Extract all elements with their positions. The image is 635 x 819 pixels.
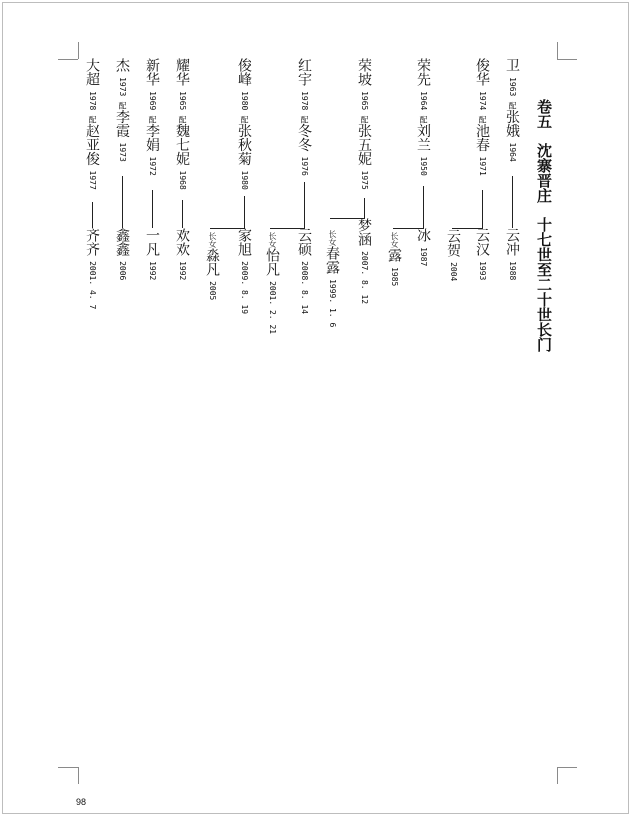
- lineage-row: [84, 58, 100, 190]
- child-entry: [296, 228, 312, 314]
- child-mark: 长女: [208, 232, 217, 248]
- birth-year: 1964: [419, 91, 428, 111]
- crop-mark-top-left-h: [58, 59, 78, 60]
- child-name: 齐齐: [84, 228, 100, 256]
- birth-year: 1973: [118, 77, 127, 97]
- spouse-year: 1968: [178, 170, 187, 190]
- lineage-row: [356, 58, 372, 190]
- child-entry: [324, 230, 340, 327]
- crop-mark-top-left-v: [78, 42, 79, 59]
- connector-line: [92, 202, 93, 228]
- connector-line: [482, 190, 483, 228]
- birth-year: 1963: [508, 77, 517, 97]
- birth-year: 1969: [148, 91, 157, 111]
- child-year: 2001. 2. 21: [268, 281, 277, 335]
- child-year: 1993: [478, 261, 487, 281]
- child-name: 露: [386, 248, 402, 262]
- child-entry: [474, 228, 490, 280]
- spouse-name: 张秋菊: [236, 123, 252, 166]
- crop-mark-bottom-right-h: [557, 767, 577, 768]
- child-entry: [204, 232, 220, 300]
- spouse-year: 1977: [88, 170, 97, 190]
- child-entry: [236, 228, 252, 314]
- birth-year: 1978: [88, 91, 97, 111]
- birth-year: 1974: [478, 91, 487, 111]
- spouse-year: 1972: [148, 156, 157, 176]
- birth-year: 1980: [240, 91, 249, 111]
- lineage-row: [474, 58, 490, 176]
- connector-line: [512, 176, 513, 228]
- connector-line: [152, 190, 153, 228]
- child-mark: 长女: [390, 232, 399, 248]
- child-year: 1992: [148, 261, 157, 281]
- child-year: 2007. 8. 12: [360, 251, 369, 305]
- spouse-name: 魏七妮: [174, 123, 190, 166]
- child-mark: 长女: [268, 232, 277, 248]
- child-name: 怡凡: [264, 248, 280, 276]
- spouse-name: 池春: [474, 123, 490, 152]
- person-name: 红宇: [296, 58, 312, 86]
- child-name: 淼凡: [204, 248, 220, 276]
- spouse-mark: 配: [508, 101, 517, 110]
- lineage-row: [504, 58, 520, 162]
- child-year: 2006: [118, 261, 127, 281]
- connector-line: [304, 182, 305, 228]
- child-mark: 长女: [328, 230, 337, 246]
- spouse-name: 冬冬: [296, 123, 312, 152]
- connector-line: [244, 196, 245, 228]
- child-name: 云硕: [296, 228, 312, 256]
- spouse-year: 1950: [419, 156, 428, 176]
- spouse-year: 1980: [240, 170, 249, 190]
- title-section: 十七世至二十世长门: [535, 217, 553, 352]
- spouse-mark: 配: [478, 115, 487, 124]
- spouse-name: 张五妮: [356, 123, 372, 166]
- lineage-row: [415, 58, 431, 176]
- child-name: 春露: [324, 246, 340, 274]
- spouse-name: 刘兰: [415, 123, 431, 152]
- child-name: 家旭: [236, 228, 252, 256]
- child-year: 2009. 8. 19: [240, 261, 249, 315]
- lineage-row: [114, 58, 130, 162]
- child-year: 2005: [208, 281, 217, 301]
- person-name: 荣坡: [356, 58, 372, 86]
- page-number: 98: [76, 797, 87, 807]
- birth-year: 1965: [178, 91, 187, 111]
- person-name: 杰: [114, 58, 130, 72]
- child-year: 2008. 8. 14: [300, 261, 309, 315]
- lineage-row: [236, 58, 252, 190]
- connector-line: [423, 186, 424, 228]
- spouse-mark: 配: [148, 115, 157, 124]
- child-entry: [114, 228, 130, 280]
- child-entry: [174, 228, 190, 280]
- person-name: 大超: [84, 58, 100, 86]
- connector-line: [122, 176, 123, 228]
- spouse-name: 李娟: [144, 123, 160, 152]
- title-volume: 卷五: [535, 99, 553, 129]
- spouse-mark: 配: [178, 115, 187, 124]
- crop-mark-top-right-h: [557, 59, 577, 60]
- child-entry: [356, 218, 372, 304]
- person-name: 荣先: [415, 58, 431, 86]
- lineage-row: [174, 58, 190, 190]
- spouse-name: 李霞: [114, 109, 130, 138]
- child-year: 1987: [419, 247, 428, 267]
- child-entry: [504, 228, 520, 280]
- child-entry: [84, 228, 100, 309]
- child-year: 1988: [508, 261, 517, 281]
- spouse-year: 1976: [300, 156, 309, 176]
- child-name: 云贺: [445, 229, 461, 257]
- child-name: 梦涵: [356, 218, 372, 246]
- person-name: 俊华: [474, 58, 490, 86]
- spouse-mark: 配: [360, 115, 369, 124]
- spouse-mark: 配: [88, 115, 97, 124]
- spouse-year: 1964: [508, 142, 517, 162]
- person-name: 卫: [504, 58, 520, 72]
- child-name: 鑫鑫: [114, 228, 130, 256]
- child-name: 一凡: [144, 228, 160, 256]
- child-year: 1985: [390, 267, 399, 287]
- child-entry: [144, 228, 160, 280]
- person-name: 新华: [144, 58, 160, 86]
- spouse-mark: 配: [118, 101, 127, 110]
- child-name: 云冲: [504, 228, 520, 256]
- child-name: 云汉: [474, 228, 490, 256]
- lineage-row: [296, 58, 312, 176]
- person-name: 耀华: [174, 58, 190, 86]
- child-entry: [445, 229, 461, 281]
- spouse-name: 张娥: [504, 109, 520, 138]
- child-year: 2001. 4. 7: [88, 261, 97, 310]
- spouse-name: 赵亚俊: [84, 123, 100, 166]
- child-year: 1999. 1. 6: [328, 279, 337, 328]
- child-name: 冰: [415, 228, 431, 242]
- crop-mark-bottom-left-h: [58, 767, 78, 768]
- connector-line: [364, 198, 365, 218]
- title-place: 沈寨晋庄: [535, 143, 553, 203]
- child-year: 1992: [178, 261, 187, 281]
- child-entry: [386, 232, 402, 286]
- spouse-year: 1973: [118, 142, 127, 162]
- spouse-mark: 配: [419, 115, 428, 124]
- child-entry: [415, 228, 431, 266]
- crop-mark-bottom-right-v: [557, 767, 558, 784]
- spouse-mark: 配: [240, 115, 249, 124]
- spouse-year: 1971: [478, 156, 487, 176]
- lineage-row: [144, 58, 160, 176]
- spouse-year: 1975: [360, 170, 369, 190]
- birth-year: 1978: [300, 91, 309, 111]
- page-title: [536, 99, 551, 352]
- person-name: 俊峰: [236, 58, 252, 86]
- birth-year: 1965: [360, 91, 369, 111]
- connector-line: [182, 200, 183, 228]
- child-name: 欢欢: [174, 228, 190, 256]
- crop-mark-bottom-left-v: [78, 767, 79, 784]
- spouse-mark: 配: [300, 115, 309, 124]
- crop-mark-top-right-v: [557, 42, 558, 59]
- child-year: 2004: [449, 262, 458, 282]
- child-entry: [264, 232, 280, 334]
